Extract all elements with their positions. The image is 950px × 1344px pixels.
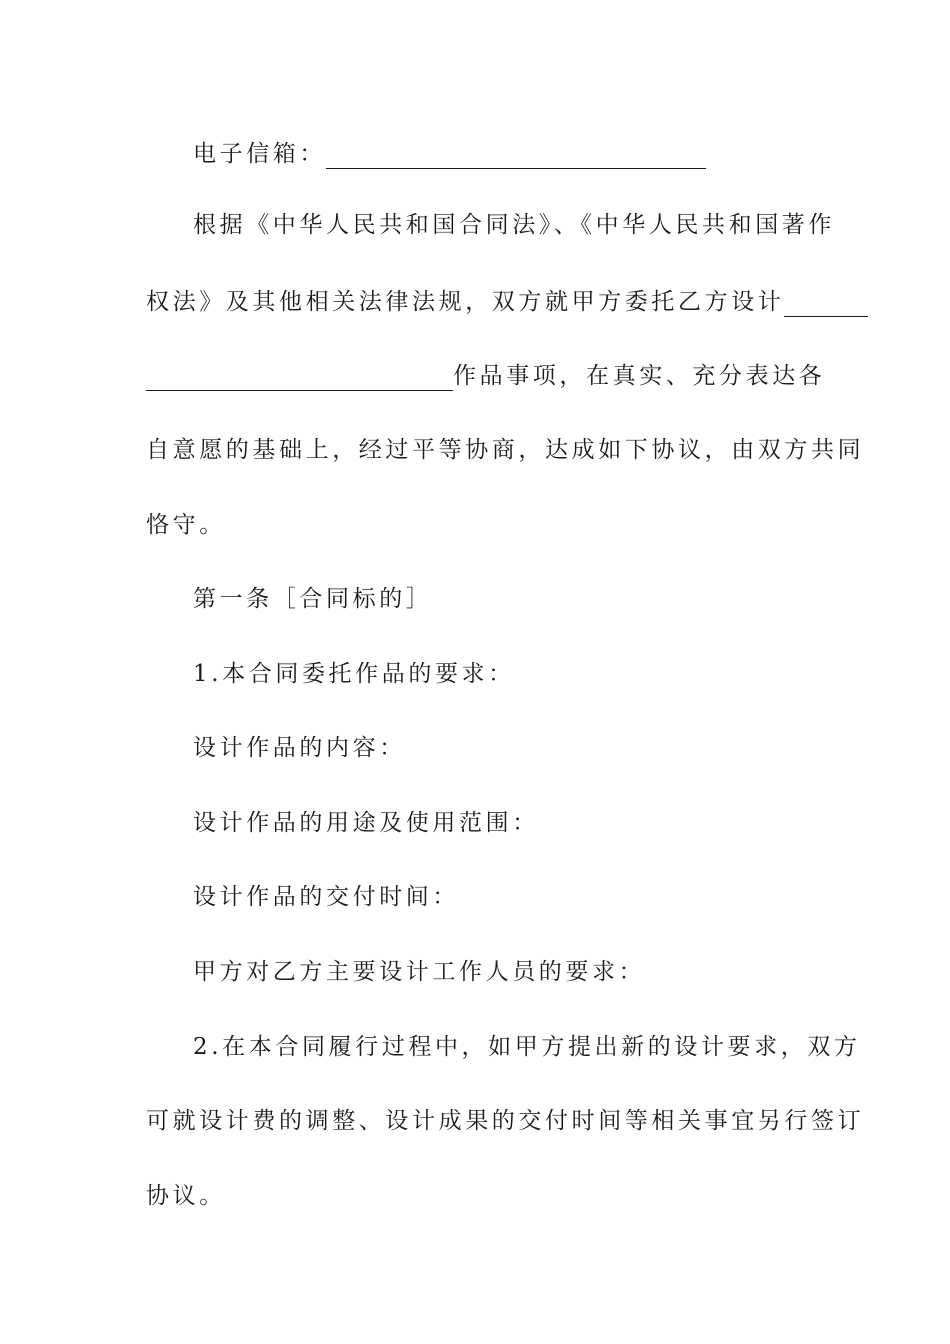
article-1-item-2-line-3: 协议。 bbox=[146, 1183, 226, 1209]
article-1-item-2-line-2: 可就设计费的调整、设计成果的交付时间等相关事宜另行签订 bbox=[146, 1108, 865, 1134]
article-1-item-1: 1.本合同委托作品的要求： bbox=[193, 661, 515, 687]
preamble-line-5: 恪守。 bbox=[146, 512, 226, 538]
design-content-label: 设计作品的内容： bbox=[193, 735, 406, 761]
design-item-blank-2 bbox=[146, 366, 453, 391]
preamble-line-1: 根据《中华人民共和国合同法》、《中华人民共和国著作 bbox=[193, 212, 835, 238]
design-delivery-label: 设计作品的交付时间： bbox=[193, 884, 459, 910]
preamble-line-2 bbox=[146, 287, 868, 317]
email-line bbox=[193, 139, 706, 169]
design-item-blank-1 bbox=[784, 292, 868, 317]
email-blank bbox=[326, 144, 706, 169]
email-label: 电子信箱： bbox=[193, 141, 326, 167]
preamble-text-3: 作品事项，在真实、充分表达各 bbox=[453, 363, 826, 389]
design-usage-label: 设计作品的用途及使用范围： bbox=[193, 810, 539, 836]
preamble-text-2: 权法》及其他相关法律法规，双方就甲方委托乙方设计 bbox=[146, 289, 785, 315]
staff-requirement-label: 甲方对乙方主要设计工作人员的要求： bbox=[193, 959, 646, 985]
preamble-line-3 bbox=[146, 361, 825, 391]
article-1-heading: 第一条［合同标的］ bbox=[193, 586, 433, 612]
preamble-line-4: 自意愿的基础上，经过平等协商，达成如下协议，由双方共同 bbox=[146, 437, 865, 463]
article-1-item-2-line-1: 2.在本合同履行过程中，如甲方提出新的设计要求，双方 bbox=[193, 1034, 861, 1060]
